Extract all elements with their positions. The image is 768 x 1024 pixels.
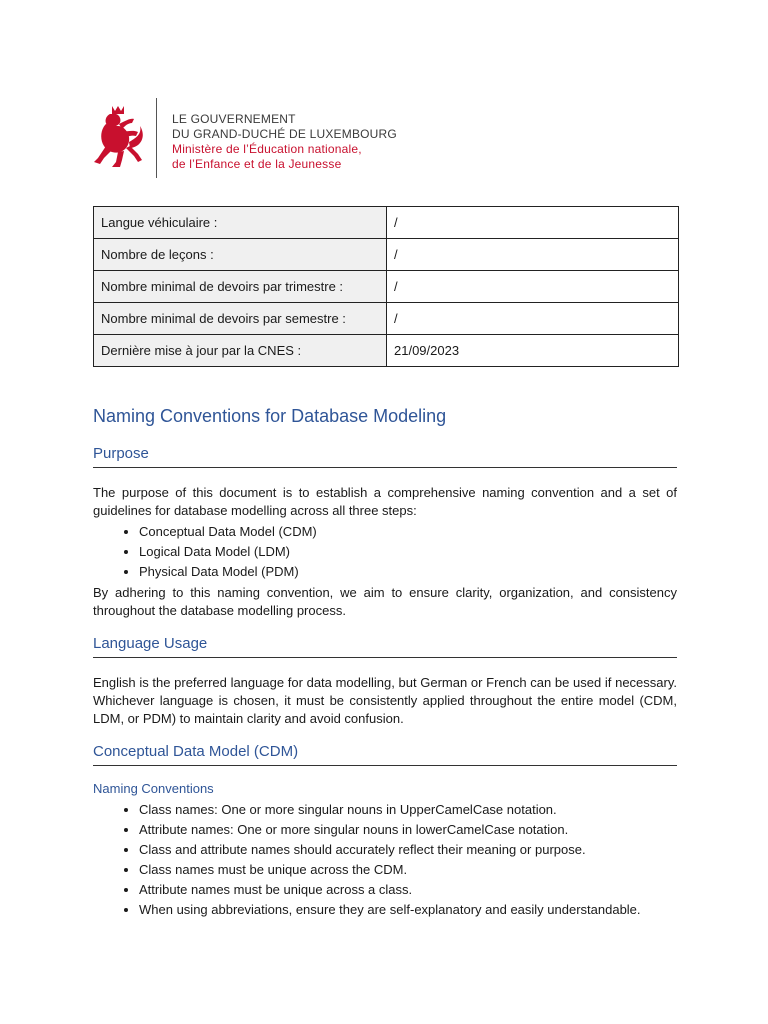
list-item: • Attribute names: One or more singular nouns in lowerCamelCase notation. <box>139 820 677 840</box>
list-item: • Conceptual Data Model (CDM) <box>139 522 677 542</box>
row-value: / <box>387 207 679 239</box>
table-row <box>94 303 679 335</box>
cdm-heading: Conceptual Data Model (CDM) <box>93 742 677 766</box>
list-item: • Logical Data Model (LDM) <box>139 542 677 562</box>
list-item: • When using abbreviations, ensure they are self-explanatory and easily understandable. <box>139 900 677 920</box>
ministry-line-2: de l’Enfance et de la Jeunesse <box>172 157 342 171</box>
purpose-section <box>93 444 677 620</box>
list-item: • Class names: One or more singular nouns in UpperCamelCase notation. <box>139 800 677 820</box>
purpose-heading: Purpose <box>93 444 677 468</box>
purpose-intro: The purpose of this document is to establish a comprehensive naming convention and a set of guidelines for database modelling across all three steps: <box>93 485 677 518</box>
org-line-2: DU GRAND-DUCHÉ DE LUXEMBOURG <box>172 127 397 141</box>
list-item: • Attribute names must be unique across a class. <box>139 880 677 900</box>
org-line-1: LE GOUVERNEMENT <box>172 112 296 126</box>
row-value: 21/09/2023 <box>387 335 679 367</box>
table-row <box>94 239 679 271</box>
language-section <box>93 634 677 728</box>
course-info-table <box>93 206 679 367</box>
row-label: Nombre de leçons : <box>94 239 387 271</box>
row-value: / <box>387 239 679 271</box>
list-item: • Physical Data Model (PDM) <box>139 562 677 582</box>
model-steps-list <box>93 522 677 582</box>
row-value: / <box>387 303 679 335</box>
ministry-line-1: Ministère de l’Éducation nationale, <box>172 142 362 156</box>
list-item: • Class names must be unique across the CDM. <box>139 860 677 880</box>
document-body <box>93 404 677 934</box>
cdm-section <box>93 742 677 920</box>
row-label: Nombre minimal de devoirs par trimestre : <box>94 271 387 303</box>
language-text: English is the preferred language for data modelling, but German or French can be used if necessary. Whichever language is chosen, it must be consistently applied throughout the entire model (CDM, LDM, or PDM) to maintain clarity and avoid confusion. <box>93 675 677 726</box>
table-row <box>94 271 679 303</box>
row-label: Langue véhiculaire : <box>94 207 387 239</box>
page-header <box>92 98 432 178</box>
cdm-rules-list <box>93 800 677 920</box>
row-value: / <box>387 271 679 303</box>
purpose-outro: By adhering to this naming convention, we aim to ensure clarity, organization, and consistency throughout the database modelling process. <box>93 585 677 618</box>
row-label: Dernière mise à jour par la CNES : <box>94 335 387 367</box>
header-divider <box>156 98 157 178</box>
document-title: Naming Conventions for Database Modeling <box>93 406 447 426</box>
list-item: • Class and attribute names should accurately reflect their meaning or purpose. <box>139 840 677 860</box>
lion-icon <box>92 104 146 168</box>
cdm-subheading: Naming Conventions <box>93 781 214 796</box>
organization-name <box>172 112 397 172</box>
row-label: Nombre minimal de devoirs par semestre : <box>94 303 387 335</box>
table-row <box>94 207 679 239</box>
table-row <box>94 335 679 367</box>
language-heading: Language Usage <box>93 634 677 658</box>
